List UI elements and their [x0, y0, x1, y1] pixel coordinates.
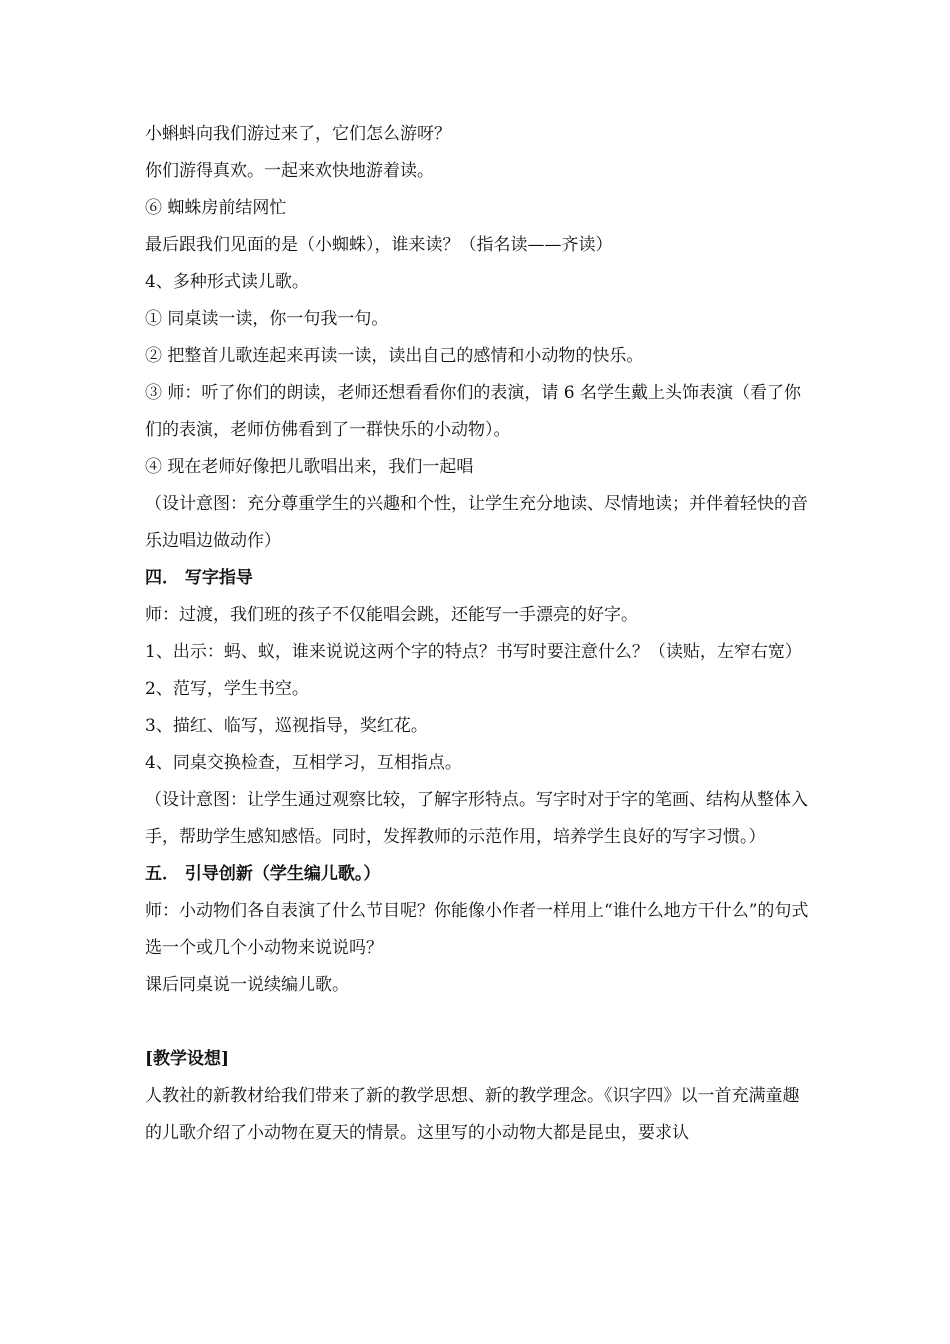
paragraph: ② 把整首儿歌连起来再读一读，读出自己的感情和小动物的快乐。 — [145, 346, 644, 366]
section-heading: 五． 引导创新（学生编儿歌。） — [145, 864, 381, 884]
paragraph: ③ 师：听了你们的朗读，老师还想看看你们的表演，请 6 名学生戴上头饰表演（看了你们的表演，老师仿佛看到了一群快乐的小动物）。 — [145, 383, 802, 440]
paragraph: 2、范写，学生书空。 — [145, 679, 309, 699]
section-heading: 四． 写字指导 — [145, 568, 253, 588]
design-intent-note: （设计意图：充分尊重学生的兴趣和个性，让学生充分地读、尽情地读；并伴着轻快的音乐边唱边做动作） — [145, 494, 808, 551]
paragraph: 4、同桌交换检查，互相学习，互相指点。 — [145, 753, 462, 773]
paragraph: 课后同桌说一说续编儿歌。 — [145, 975, 349, 995]
paragraph: 师：过渡，我们班的孩子不仅能唱会跳，还能写一手漂亮的好字。 — [145, 605, 638, 625]
paragraph: 3、描红、临写，巡视指导，奖红花。 — [145, 716, 428, 736]
paragraph: 你们游得真欢。一起来欢快地游着读。 — [145, 161, 434, 181]
paragraph: 4、多种形式读儿歌。 — [145, 272, 309, 292]
document-body — [145, 116, 813, 1152]
paragraph: ④ 现在老师好像把儿歌唱出来，我们一起唱 — [145, 457, 474, 477]
paragraph: ⑥ 蜘蛛房前结网忙 — [145, 198, 287, 218]
paragraph: 人教社的新教材给我们带来了新的教学思想、新的教学理念。《识字四》以一首充满童趣的儿歌介绍了小动物在夏天的情景。这里写的小动物大都是昆虫，要求认 — [145, 1086, 800, 1143]
section-heading: [教学设想] — [145, 1049, 230, 1069]
paragraph: 1、出示：蚂、蚁，谁来说说这两个字的特点？书写时要注意什么？（读贴，左窄右宽） — [145, 642, 802, 662]
design-intent-note: （设计意图：让学生通过观察比较，了解字形特点。写字时对于字的笔画、结构从整体入手，帮助学生感知感悟。同时，发挥教师的示范作用，培养学生良好的写字习惯。） — [145, 790, 808, 847]
paragraph: 最后跟我们见面的是（小蜘蛛），谁来读？（指名读——齐读） — [145, 235, 613, 255]
paragraph: 师：小动物们各自表演了什么节目呢？你能像小作者一样用上“谁什么地方干什么”的句式选一个或几个小动物来说说吗？ — [145, 901, 809, 958]
paragraph: ① 同桌读一读，你一句我一句。 — [145, 309, 389, 329]
paragraph: 小蝌蚪向我们游过来了，它们怎么游呀？ — [145, 124, 451, 144]
blank-line — [145, 1004, 813, 1041]
